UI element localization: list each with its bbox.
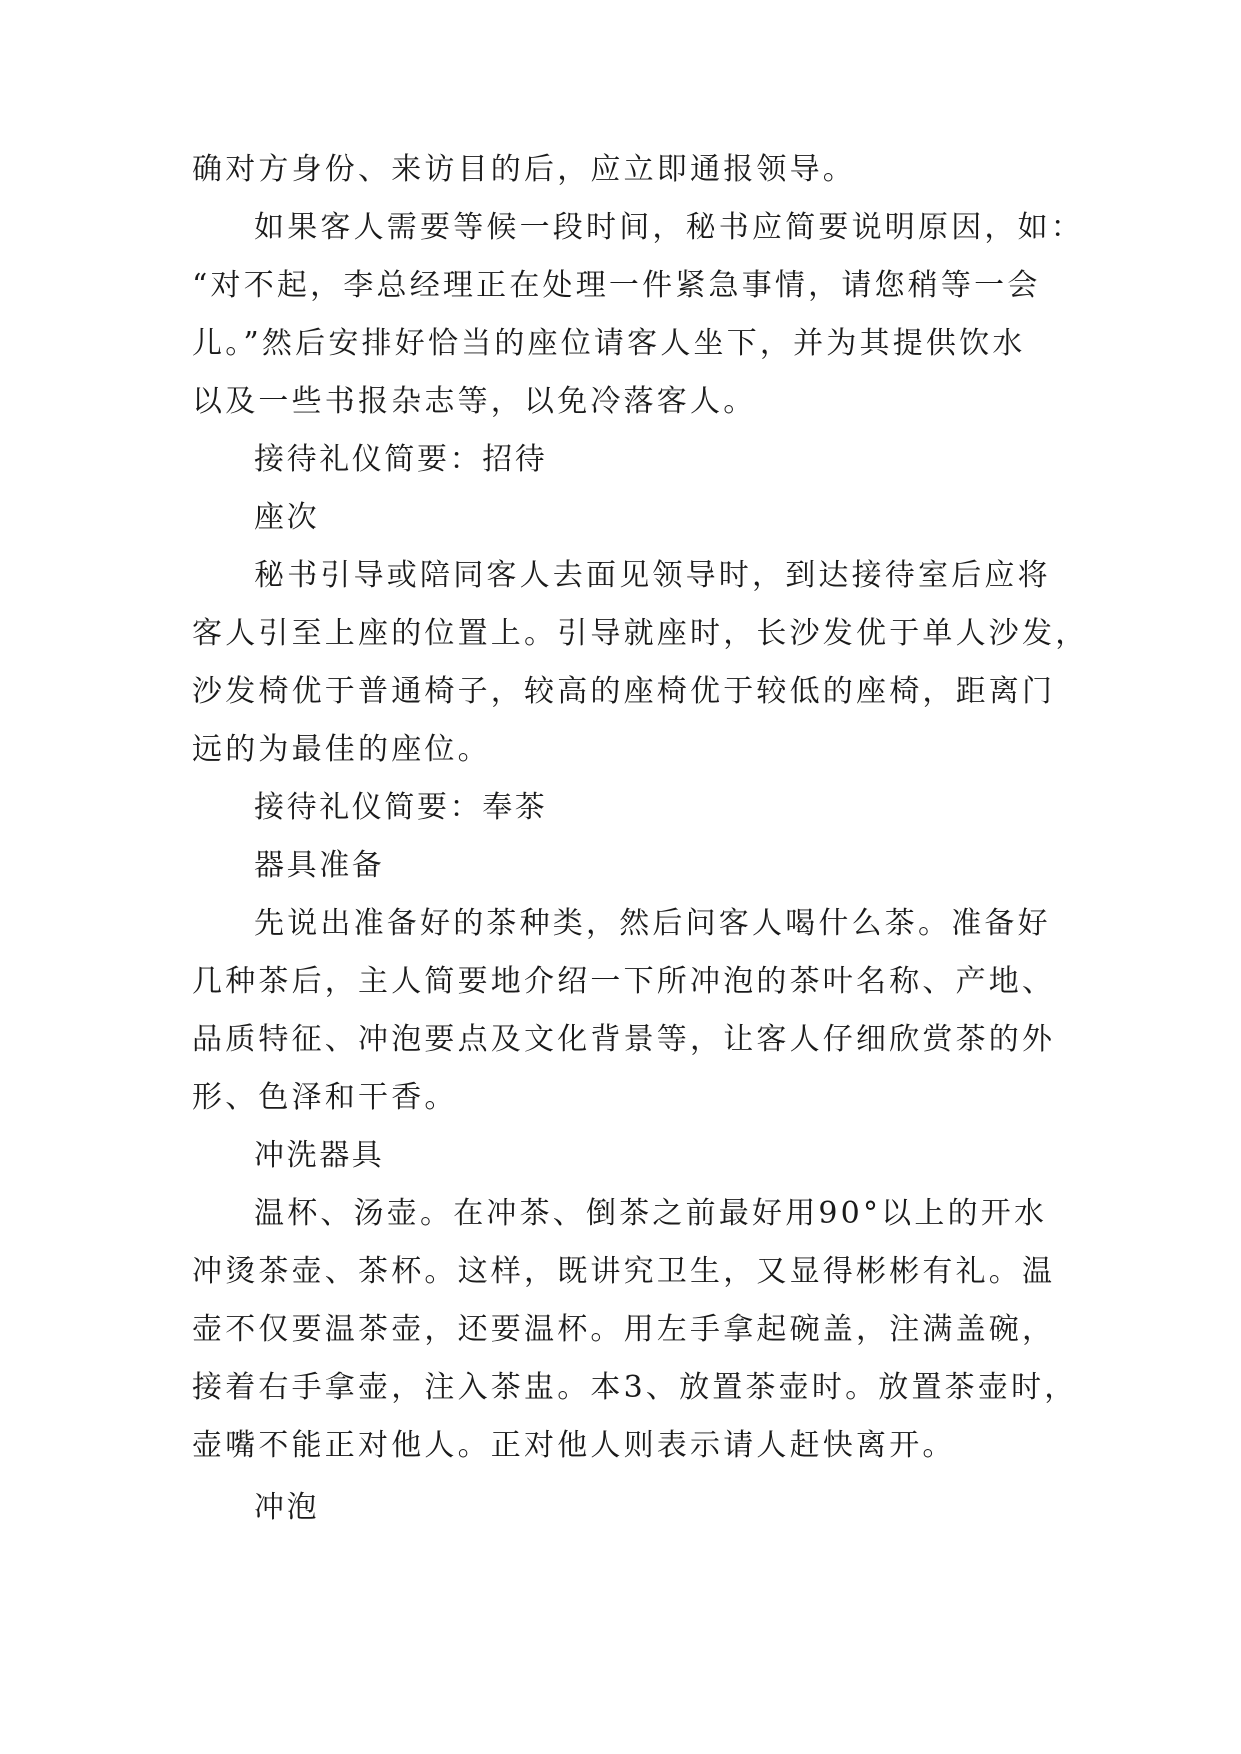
- paragraph-line: 如果客人需要等候一段时间，秘书应简要说明原因，如：: [254, 210, 1084, 245]
- paragraph-line: 壶不仅要温茶壶，还要温杯。用左手拿起碗盖，注满盖碗，: [192, 1312, 1056, 1347]
- paragraph-line: 接着右手拿壶，注入茶盅。本3、放置茶壶时。放置茶壶时，: [192, 1370, 1078, 1405]
- subsection-heading: 冲泡: [254, 1490, 320, 1525]
- paragraph-line: 形、色泽和干香。: [192, 1080, 458, 1115]
- paragraph-line: 客人引至上座的位置上。引导就座时，长沙发优于单人沙发，: [192, 616, 1089, 651]
- paragraph-line: 品质特征、冲泡要点及文化背景等，让客人仔细欣赏茶的外: [192, 1022, 1056, 1057]
- paragraph-line: 先说出准备好的茶种类，然后问客人喝什么茶。准备好: [254, 906, 1051, 941]
- paragraph-line: 壶嘴不能正对他人。正对他人则表示请人赶快离开。: [192, 1428, 956, 1463]
- paragraph-line: 几种茶后，主人简要地介绍一下所冲泡的茶叶名称、产地、: [192, 964, 1056, 999]
- paragraph-line: 以及一些书报杂志等，以免冷落客人。: [192, 384, 757, 419]
- paragraph-line: 沙发椅优于普通椅子，较高的座椅优于较低的座椅，距离门: [192, 674, 1056, 709]
- paragraph-line: 远的为最佳的座位。: [192, 732, 491, 767]
- paragraph-line: 冲烫茶壶、茶杯。这样，既讲究卫生，又显得彬彬有礼。温: [192, 1254, 1056, 1289]
- section-heading: 接待礼仪简要：奉茶: [254, 790, 548, 825]
- paragraph-line: “对不起，李总经理正在处理一件紧急事情，请您稍等一会: [192, 268, 1041, 303]
- subsection-heading: 座次: [254, 500, 320, 535]
- paragraph-line: 秘书引导或陪同客人去面见领导时，到达接待室后应将: [254, 558, 1051, 593]
- paragraph-line: 儿。”然后安排好恰当的座位请客人坐下，并为其提供饮水: [192, 326, 1026, 361]
- paragraph-line: 温杯、汤壶。在冲茶、倒茶之前最好用90°以上的开水: [254, 1196, 1048, 1231]
- subsection-heading: 器具准备: [254, 848, 385, 883]
- subsection-heading: 冲洗器具: [254, 1138, 385, 1173]
- paragraph-line: 确对方身份、来访目的后，应立即通报领导。: [192, 152, 856, 187]
- section-heading: 接待礼仪简要：招待: [254, 442, 548, 477]
